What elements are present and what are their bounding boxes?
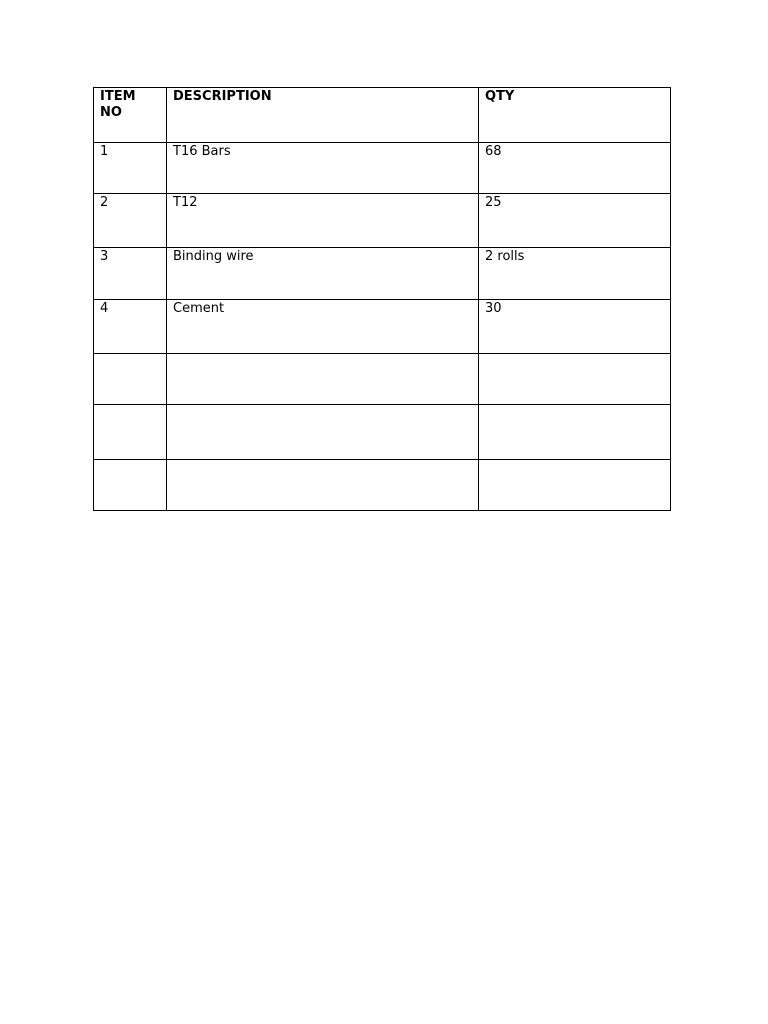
cell-description: Binding wire: [167, 248, 479, 300]
cell-description: Cement: [167, 300, 479, 354]
cell-item-no: 2: [94, 194, 167, 248]
cell-description: [167, 460, 479, 511]
table-row: [94, 300, 671, 354]
header-description: DESCRIPTION: [167, 88, 479, 143]
cell-item-no: 4: [94, 300, 167, 354]
cell-description: T16 Bars: [167, 143, 479, 194]
table-row: [94, 248, 671, 300]
cell-description: [167, 354, 479, 405]
cell-qty: 2 rolls: [479, 248, 671, 300]
cell-item-no: [94, 405, 167, 460]
header-qty: QTY: [479, 88, 671, 143]
cell-description: T12: [167, 194, 479, 248]
table-row: [94, 405, 671, 460]
table-row: [94, 354, 671, 405]
cell-item-no: [94, 460, 167, 511]
cell-qty: [479, 354, 671, 405]
items-table: [93, 87, 671, 511]
table-row: [94, 143, 671, 194]
cell-qty: 25: [479, 194, 671, 248]
table-header-row: [94, 88, 671, 143]
cell-qty: [479, 405, 671, 460]
cell-qty: [479, 460, 671, 511]
cell-item-no: [94, 354, 167, 405]
table-row: [94, 194, 671, 248]
cell-description: [167, 405, 479, 460]
cell-item-no: 3: [94, 248, 167, 300]
header-item-no: ITEM NO: [94, 88, 167, 143]
cell-item-no: 1: [94, 143, 167, 194]
cell-qty: 30: [479, 300, 671, 354]
cell-qty: 68: [479, 143, 671, 194]
table-row: [94, 460, 671, 511]
